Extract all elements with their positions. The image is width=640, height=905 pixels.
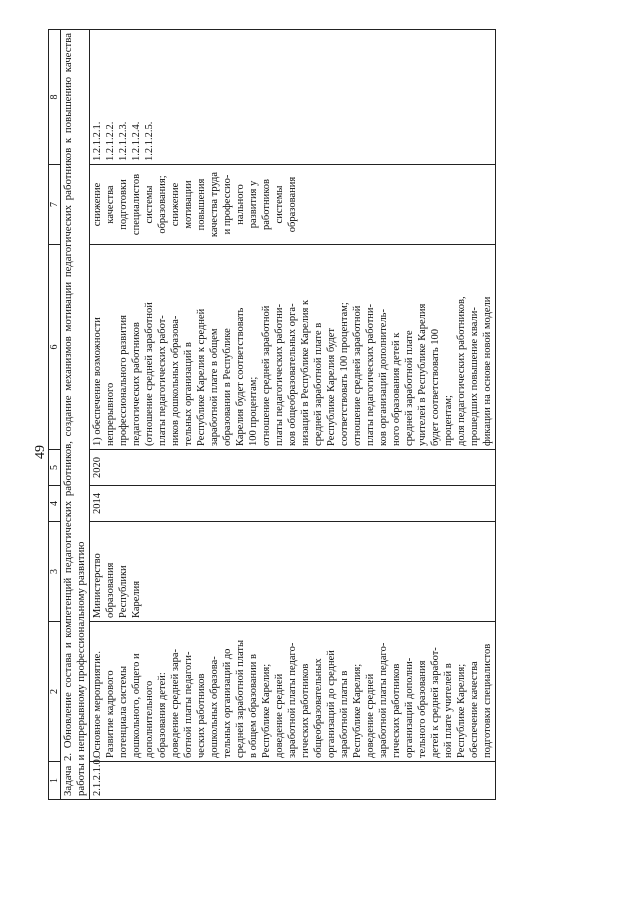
column-number: 2: [49, 622, 61, 762]
executor-line: Республики: [118, 565, 129, 618]
column-number: 7: [49, 165, 61, 245]
result-line: прошедших повышение квали-: [469, 307, 480, 446]
activity-line: средней заработной платы: [235, 639, 246, 758]
consequence-line: качества: [105, 185, 116, 224]
expected-results: [90, 245, 496, 450]
consequence-line: системы: [274, 185, 285, 224]
executor-line: Министерство: [92, 553, 103, 618]
column-number: 8: [49, 30, 61, 165]
result-line: низаций в Республике Карелия к: [300, 299, 311, 446]
result-line: профессионального развития: [118, 315, 129, 446]
consequence-line: системы: [144, 185, 155, 224]
activity-line: доведение средней зара-: [170, 648, 181, 758]
result-line: (отношение средней заработной: [144, 302, 155, 446]
consequence-line: повышения: [196, 178, 207, 231]
result-line: отношение средней заработной: [261, 305, 272, 446]
result-line: фикации на основе новой модели: [482, 296, 493, 446]
result-line: средней заработной плате: [404, 330, 415, 446]
end-year: 2020: [90, 450, 496, 486]
result-line: педагогических работников: [131, 322, 142, 446]
result-line: средней заработной плате в: [313, 322, 324, 446]
consequence-line: образования: [287, 176, 298, 233]
activity-line: заработной платы педаго-: [287, 642, 298, 758]
executor: [90, 522, 496, 622]
indicators: [90, 30, 496, 165]
result-line: будет соответствовать 100: [430, 329, 441, 446]
result-line: 1) обеспечение возможности: [92, 317, 103, 446]
result-line: платы педагогических работни-: [274, 303, 285, 446]
activity-line: детей к средней заработ-: [430, 647, 441, 758]
activity-line: Республике Карелия;: [352, 663, 363, 758]
consequence-line: снижение: [92, 182, 103, 227]
result-line: Карелия будет соответствовать: [235, 307, 246, 446]
consequence-line: мотивации: [183, 180, 194, 229]
activity-line: дошкольного, общего и: [131, 653, 142, 758]
activity-line: Республике Карелия;: [456, 663, 467, 758]
indicator-line: 1.2.1.2.2.: [105, 121, 116, 161]
start-year: 2014: [90, 486, 496, 522]
activity-name: [90, 622, 496, 762]
result-line: 100 процентам;: [248, 376, 259, 446]
result-line: ников дошкольных образова-: [170, 315, 181, 446]
consequence-line: нального: [235, 184, 246, 225]
column-number: 6: [49, 245, 61, 450]
consequence-line: образования;: [157, 175, 168, 234]
consequence-line: подготовки: [118, 179, 129, 230]
page-number: 49: [33, 445, 48, 459]
activity-number: 2.1.2.1.0.: [90, 762, 496, 800]
column-number: 3: [49, 522, 61, 622]
consequence-line: снижение: [170, 182, 181, 227]
result-line: процентам;: [443, 395, 454, 446]
activity-line: в общем образовании в: [248, 654, 259, 758]
activity-line: потенциала системы: [118, 665, 129, 758]
result-line: непрерывного: [105, 382, 116, 446]
indicator-line: 1.2.1.2.4.: [131, 121, 142, 161]
activity-line: организаций дополни-: [404, 657, 415, 758]
activity-line: организаций до средней: [326, 650, 337, 758]
activity-line: обеспечение качества: [469, 661, 480, 758]
indicator-line: 1.2.1.2.5.: [144, 121, 155, 161]
activity-line: заработной платы педаго-: [378, 642, 389, 758]
consequence-line: развития у: [248, 180, 259, 229]
column-number-row: [49, 30, 61, 800]
result-line: доля педагогических работников,: [456, 296, 467, 446]
activity-line: дошкольных образова-: [209, 656, 220, 758]
activity-line: подготовки специалистов: [482, 643, 493, 758]
activity-line: гических работников: [300, 663, 311, 758]
column-number: 1: [49, 762, 61, 800]
activity-line: доведение средней: [365, 673, 376, 758]
indicator-line: 1.2.1.2.1.: [92, 121, 103, 161]
activity-line: Развитие кадрового: [105, 670, 116, 758]
result-line: ного образования детей к: [391, 332, 402, 446]
result-line: ков общеобразовательных орга-: [287, 303, 298, 446]
consequence-line: качества труда: [209, 171, 220, 238]
activity-line: ной плате учителей в: [443, 663, 454, 758]
activity-line: гических работников: [391, 663, 402, 758]
consequence-line: и профессио-: [222, 174, 233, 235]
column-number: 4: [49, 486, 61, 522]
result-line: ков организаций дополнитель-: [378, 309, 389, 446]
task-description: Задача 2. Обновление состава и компетенций педагогических работников, создание механизмов мотивации педагогических работников к повышению качества работы и непрерывному профессиональному развитию: [61, 30, 90, 800]
result-line: платы педагогических работни-: [365, 303, 376, 446]
task-row: [61, 30, 90, 800]
consequences: [90, 165, 496, 245]
activity-line: образования детей:: [157, 672, 168, 758]
activity-line: заработной платы в: [339, 670, 350, 758]
activity-line: тельного образования: [417, 660, 428, 758]
table-row: [90, 30, 496, 800]
result-line: Республике Карелия к средней: [196, 308, 207, 446]
result-line: соответствовать 100 процентам;: [339, 302, 350, 446]
result-line: тельных организаций в: [183, 342, 194, 446]
activity-line: тельных организаций до: [222, 648, 233, 758]
activity-line: ботной платы педагоги-: [183, 651, 194, 758]
result-line: образовании в Республике: [222, 328, 233, 446]
activity-line: Основное мероприятие.: [92, 651, 103, 758]
rotated-page-content: [48, 30, 588, 800]
result-line: заработной плате в общем: [209, 328, 220, 446]
column-number: 5: [49, 450, 61, 486]
consequence-line: специалистов: [131, 173, 142, 236]
executor-line: Карелия: [131, 580, 142, 618]
consequence-line: работников: [261, 179, 272, 230]
result-line: платы педагогических работ-: [157, 315, 168, 446]
result-line: Республике Карелия будет: [326, 328, 337, 446]
program-table: [48, 29, 496, 800]
result-line: учителей в Республике Карелия: [417, 303, 428, 446]
indicator-line: 1.2.1.2.3.: [118, 121, 129, 161]
activity-line: ческих работников: [196, 673, 207, 758]
activity-line: дополнительного: [144, 680, 155, 758]
activity-line: доведение средней: [274, 673, 285, 758]
executor-line: образования: [105, 562, 116, 618]
activity-line: Республике Карелия;: [261, 663, 272, 758]
activity-line: общеобразовательных: [313, 658, 324, 758]
result-line: отношение средней заработной: [352, 305, 363, 446]
